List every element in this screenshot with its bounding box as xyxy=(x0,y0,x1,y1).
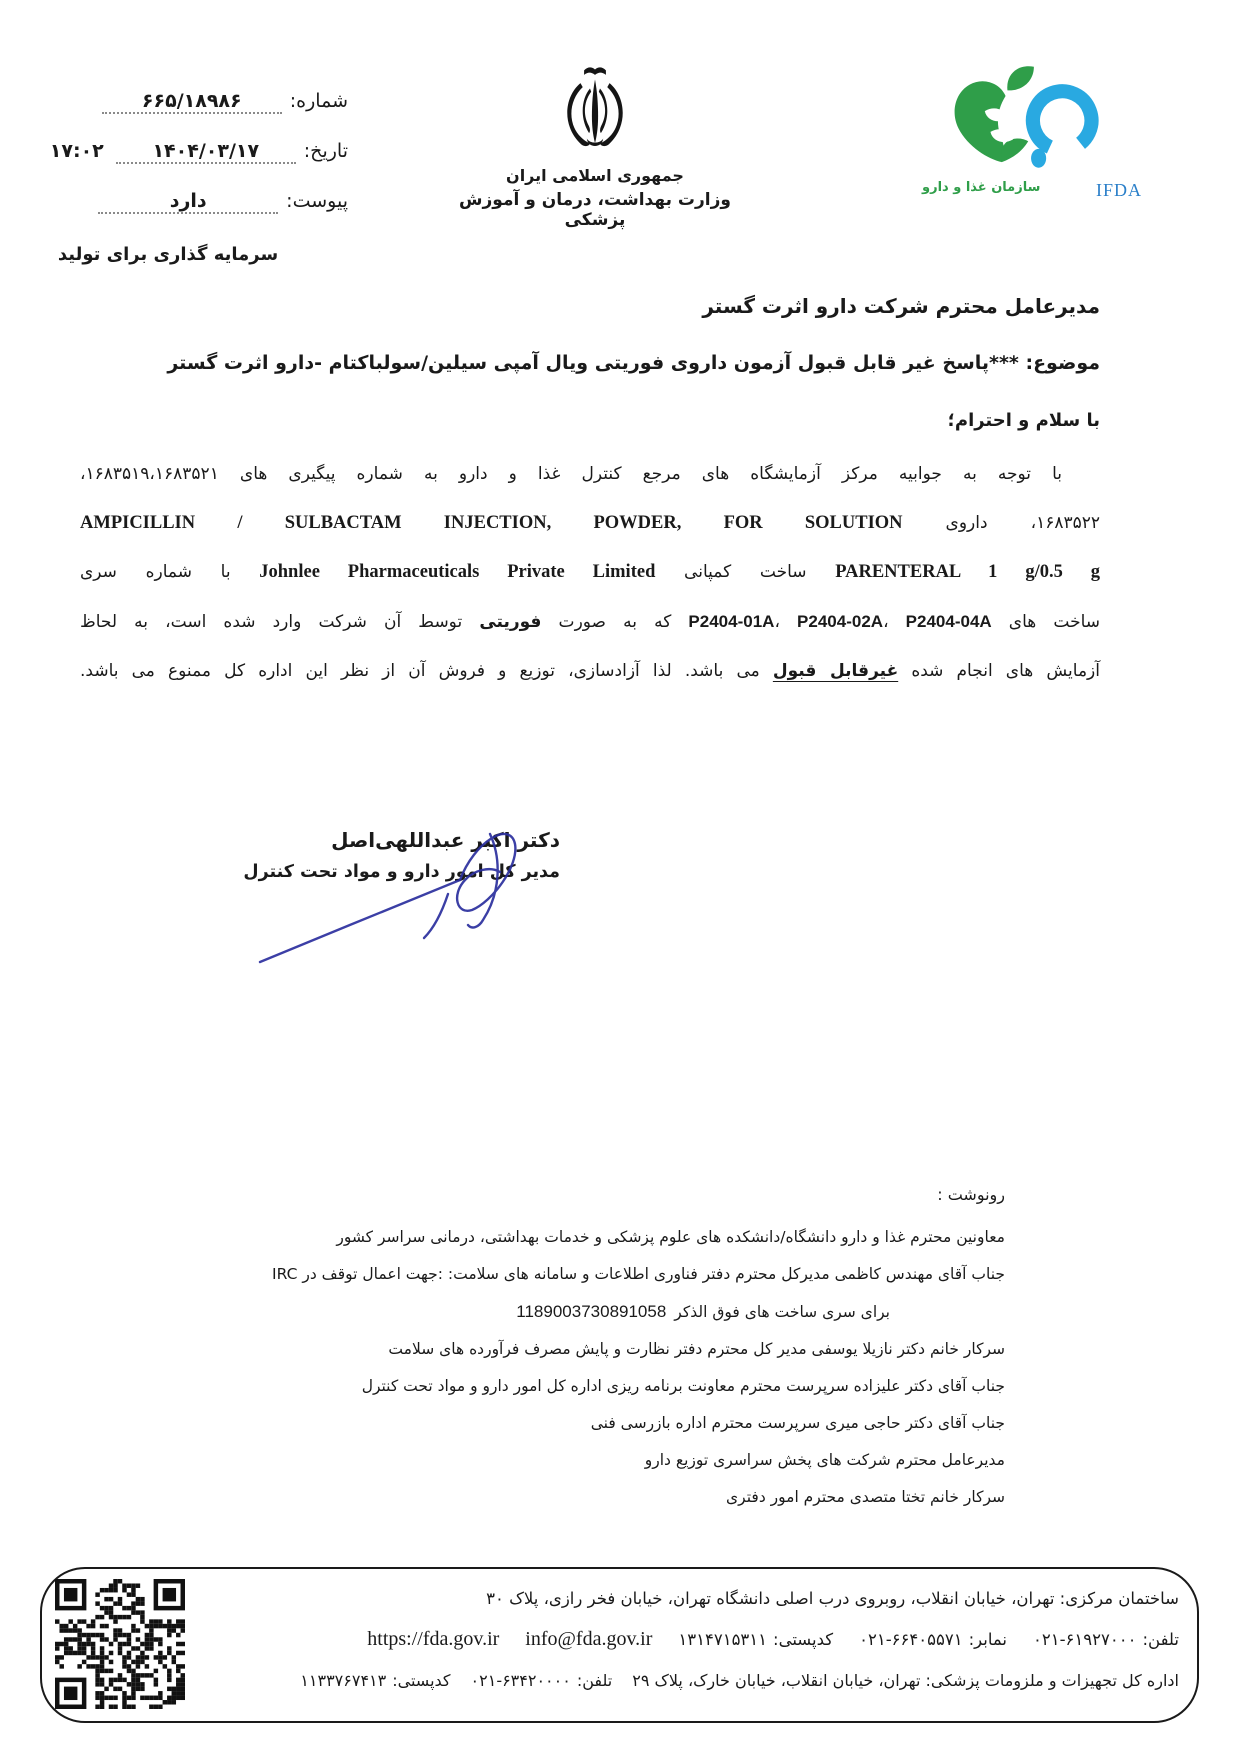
footer-info: کدپستی:۱۳۱۴۷۱۵۳۱۱ xyxy=(678,1630,834,1649)
ifda-en-name: IFDA xyxy=(1095,180,1142,200)
number-value: ۶۶۵/۱۸۹۸۶ xyxy=(102,90,282,114)
iran-emblem-icon xyxy=(539,64,651,164)
republic-title: جمهوری اسلامی ایران xyxy=(506,166,684,185)
ifda-names xyxy=(912,180,1152,201)
meta-row-attachment xyxy=(28,190,348,240)
footer-info: نمابر:۰۲۱-۶۶۴۰۵۵۷۱ xyxy=(859,1630,1008,1649)
footer-contact-row xyxy=(217,1617,1179,1662)
meta-row-date xyxy=(28,140,348,190)
signer-title: مدیر کل امور دارو و مواد تحت کنترل xyxy=(243,862,560,882)
paragraph-line: آزمایش های انجام شده غیرقابل قبول می باشد. لذا آزادسازی، توزیع و فروش آن از نظر این اداره کل ممنوع می باشد. xyxy=(80,661,1100,681)
ifda-fa-name: سازمان غذا و دارو xyxy=(922,180,1041,195)
government-header xyxy=(455,64,735,230)
footer-text xyxy=(217,1581,1179,1700)
ifda-header xyxy=(912,62,1152,201)
irc-number: 1189003730891058 xyxy=(516,1302,667,1321)
production-slogan: سرمایه گذاری برای تولید xyxy=(57,244,279,265)
date-value: ۱۴۰۴/۰۳/۱۷ xyxy=(116,140,296,164)
date-label: تاریخ: xyxy=(303,140,348,162)
letter-content xyxy=(80,292,1100,696)
meta-row-number xyxy=(28,90,348,140)
cc-item: سرکار خانم تختا متصدی محترم امور دفتری xyxy=(726,1488,1005,1506)
signer-name: دکتر اکبر عبداللهی‌اصل xyxy=(331,828,560,852)
cc-item: جناب آقای دکتر علیزاده سرپرست محترم معاونت برنامه ریزی اداره کل امور دارو و مواد تحت کنترل xyxy=(361,1377,1005,1395)
cc-item: جناب آقای دکتر حاجی میری سرپرست محترم اداره بازرسی فنی xyxy=(590,1414,1005,1432)
cc-list xyxy=(115,1219,1005,1516)
body-paragraph xyxy=(80,450,1100,696)
letter-meta xyxy=(28,90,348,265)
footer xyxy=(40,1567,1199,1723)
footer-link[interactable]: info@fda.gov.ir xyxy=(525,1628,653,1650)
salutation-line: با سلام و احترام؛ xyxy=(947,410,1100,431)
paragraph-line: ساخت های P2404-01A، P2404-02A، P2404-04A که به صورت فوریتی توسط آن شرکت وارد شده است، به لحاظ xyxy=(80,612,1101,632)
cc-item: مدیرعامل محترم شرکت های پخش سراسری توزیع دارو xyxy=(644,1451,1005,1469)
attachment-value: دارد xyxy=(98,190,278,214)
number-label: شماره: xyxy=(289,90,348,112)
cc-item: جناب آقای مهندس کاظمی مدیرکل محترم دفتر فناوری اطلاعات و سامانه های سلامت: :جهت اعمال توقف در IRC xyxy=(272,1265,1005,1283)
attachment-label: پیوست: xyxy=(286,190,348,212)
time-value: ۱۷:۰۲ xyxy=(49,140,104,162)
paragraph-line: ۱۶۸۳۵۲۲، داروی AMPICILLIN / SULBACTAM INJECTION, POWDER, FOR SOLUTION xyxy=(80,513,1100,533)
ministry-title: وزارت بهداشت، درمان و آموزش پزشکی xyxy=(459,190,731,230)
footer-info: تلفن:۰۲۱-۶۱۹۲۷۰۰۰ xyxy=(1033,1630,1179,1649)
footer-address: ساختمان مرکزی: تهران، خیابان انقلاب، روبروی درب اصلی دانشگاه تهران، خیابان فخر رازی، پلاک ۳۰ xyxy=(486,1589,1179,1608)
ifda-logo-icon xyxy=(943,62,1121,180)
recipient-line: مدیرعامل محترم شرکت دارو اثرت گستر xyxy=(702,294,1100,318)
subject-line: موضوع: ***پاسخ غیر قابل قبول آزمون داروی فوریتی ویال آمپی سیلین/سولباکتام -دارو اثرت گستر xyxy=(167,352,1100,374)
cc-section xyxy=(115,1183,1005,1516)
footer-info: تلفن:۰۲۱-۶۳۴۲۰۰۰۰ xyxy=(470,1671,613,1690)
paragraph-line: با توجه به جوابیه مرکز آزمایشگاه های مرجع کنترل غذا و دارو به شماره پیگیری های ۱۶۸۳۵۱۹،۱۶۸۳۵۲۱، xyxy=(80,464,1062,484)
qr-code xyxy=(55,1579,185,1709)
paragraph-line: PARENTERAL 1 g/0.5 g ساخت کمپانی Johnlee Pharmaceuticals Private Limited با شماره سری xyxy=(80,562,1100,582)
cc-item: معاونین محترم غذا و دارو دانشگاه/دانشکده های علوم پزشکی و خدمات بهداشتی، درمانی سراسر کشور xyxy=(336,1228,1005,1246)
footer-info: اداره کل تجهیزات و ملزومات پزشکی: تهران، خیابان انقلاب، خیابان خارک، پلاک ۲۹ xyxy=(632,1671,1179,1690)
footer-equipment-row xyxy=(217,1662,1179,1700)
cc-heading: رونوشت : xyxy=(937,1185,1005,1204)
signature-block xyxy=(235,828,560,882)
cc-item: سرکار خانم دکتر نازیلا یوسفی مدیر کل محترم دفتر نظارت و پایش مصرف فرآورده های سلامت xyxy=(388,1340,1005,1358)
footer-link[interactable]: https://fda.gov.ir xyxy=(367,1628,500,1650)
cc-item: برای سری ساخت های فوق الذکر1189003730891058 xyxy=(516,1302,890,1321)
footer-info: کدپستی:۱۱۳۳۷۶۷۴۱۳ xyxy=(300,1671,451,1690)
